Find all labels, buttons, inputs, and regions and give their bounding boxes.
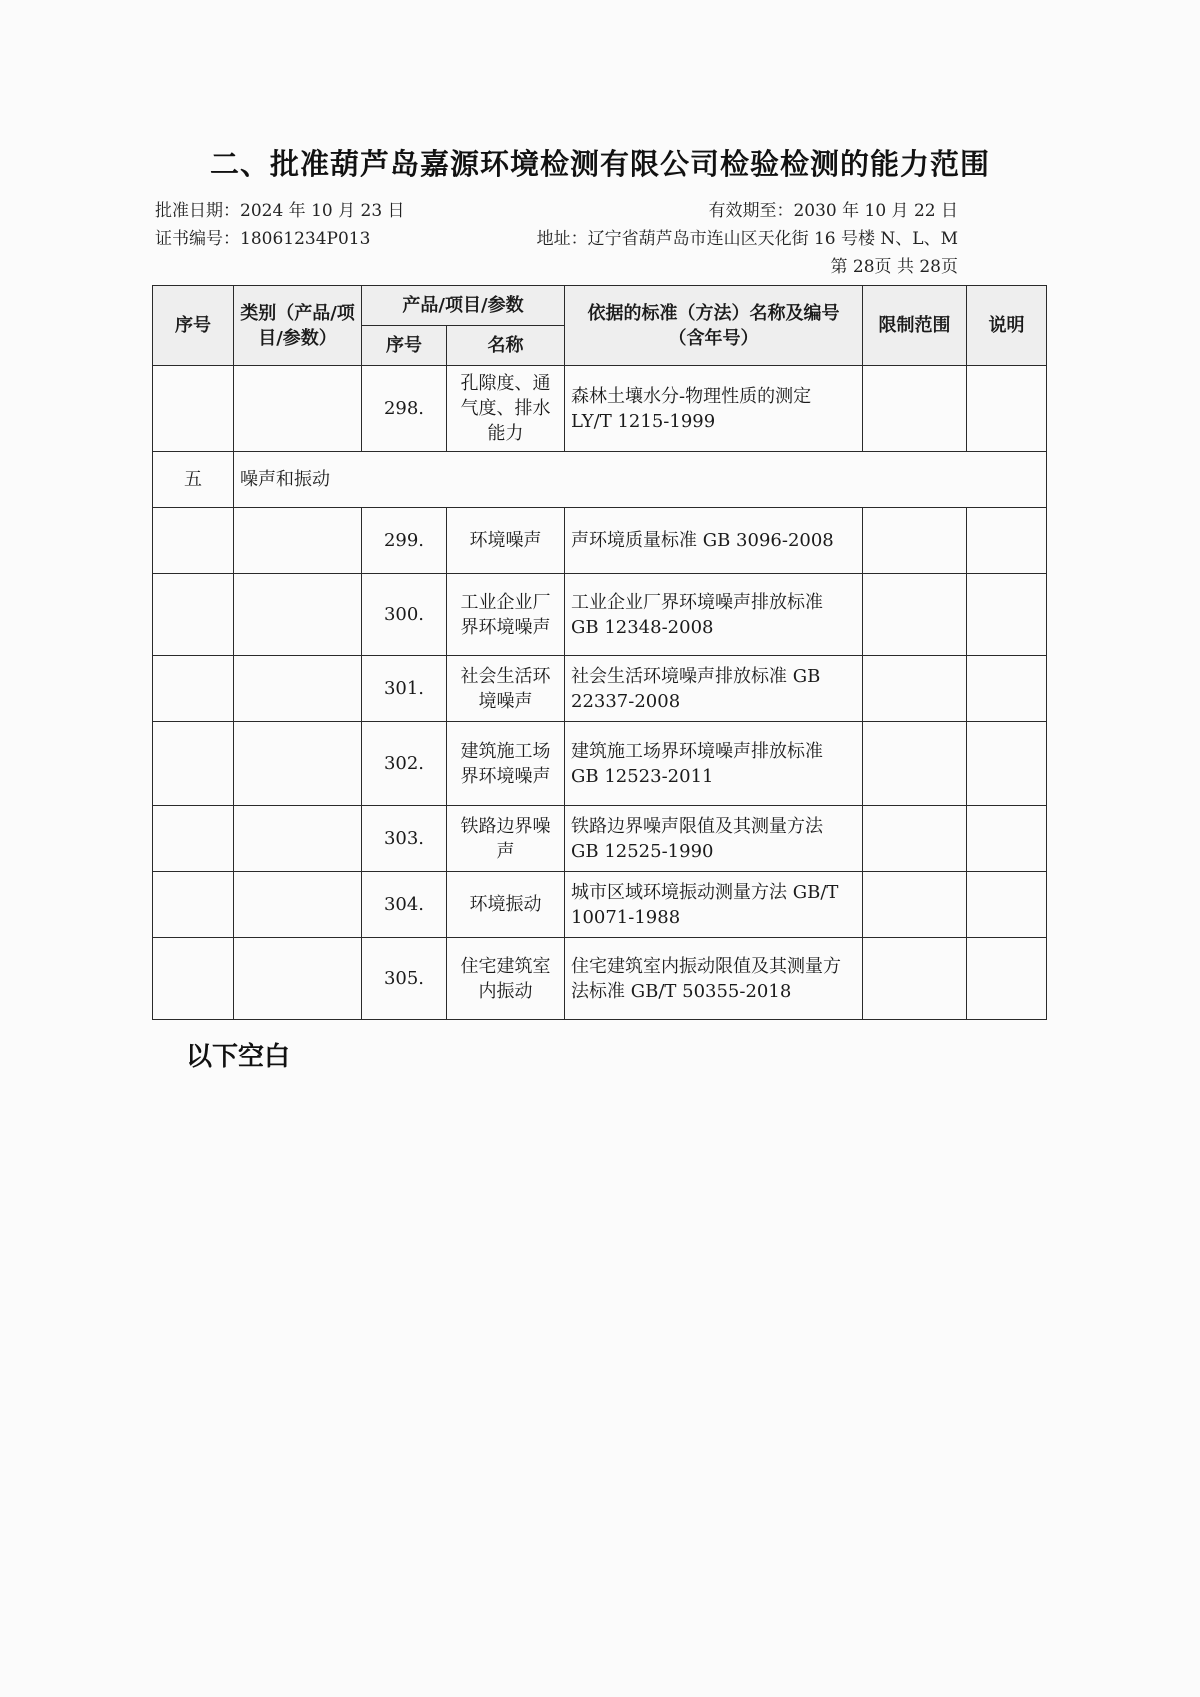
cell-note — [967, 366, 1047, 452]
table-row — [153, 366, 1047, 452]
cell-seq — [153, 508, 234, 574]
cell-standard: 社会生活环境噪声排放标准 GB 22337-2008 — [565, 656, 863, 722]
cell-standard: 森林土壤水分-物理性质的测定 LY/T 1215-1999 — [565, 366, 863, 452]
cell-item-number: 304. — [362, 872, 447, 938]
cell-seq — [153, 872, 234, 938]
cell-limit — [863, 656, 967, 722]
cell-limit — [863, 508, 967, 574]
cell-item-number: 301. — [362, 656, 447, 722]
cell-item-name: 工业企业厂界环境噪声 — [447, 574, 565, 656]
cell-seq — [153, 722, 234, 806]
cell-standard: 铁路边界噪声限值及其测量方法 GB 12525-1990 — [565, 806, 863, 872]
cell-note — [967, 508, 1047, 574]
cell-limit — [863, 574, 967, 656]
cell-seq — [153, 938, 234, 1020]
cell-standard: 住宅建筑室内振动限值及其测量方法标准 GB/T 50355-2018 — [565, 938, 863, 1020]
cell-standard: 工业企业厂界环境噪声排放标准 GB 12348-2008 — [565, 574, 863, 656]
page-title: 二、批准葫芦岛嘉源环境检测有限公司检验检测的能力范围 — [209, 147, 990, 181]
cell-limit — [863, 722, 967, 806]
table-row — [153, 938, 1047, 1020]
cell-category — [234, 938, 362, 1020]
valid-until: 有效期至：2030 年 10 月 22 日 — [708, 201, 958, 221]
cell-item-number: 302. — [362, 722, 447, 806]
cell-seq — [153, 806, 234, 872]
table-row — [153, 806, 1047, 872]
cell-item-number: 298. — [362, 366, 447, 452]
cell-limit — [863, 872, 967, 938]
certificate-number: 证书编号：18061234P013 — [155, 229, 371, 249]
cell-item-name: 环境振动 — [447, 872, 565, 938]
address: 地址：辽宁省葫芦岛市连山区天化街 16 号楼 N、L、M — [536, 229, 958, 249]
cell-standard: 声环境质量标准 GB 3096-2008 — [565, 508, 863, 574]
cell-item-name: 社会生活环境噪声 — [447, 656, 565, 722]
header-sub-name: 名称 — [447, 326, 565, 366]
cell-standard: 城市区域环境振动测量方法 GB/T 10071-1988 — [565, 872, 863, 938]
blank-below-note: 以下空白 — [186, 1042, 291, 1072]
header-standard: 依据的标准（方法）名称及编号（含年号） — [565, 286, 863, 366]
header-limit: 限制范围 — [863, 286, 967, 366]
table-row — [153, 872, 1047, 938]
cell-note — [967, 722, 1047, 806]
cell-item-name: 住宅建筑室内振动 — [447, 938, 565, 1020]
page-info: 第 28页 共 28页 — [830, 257, 958, 277]
cell-category — [234, 722, 362, 806]
header-sub-seq: 序号 — [362, 326, 447, 366]
cell-category — [234, 872, 362, 938]
capability-table — [152, 285, 1047, 1020]
cell-category — [234, 508, 362, 574]
cell-seq — [153, 574, 234, 656]
cell-note — [967, 938, 1047, 1020]
cell-item-number: 300. — [362, 574, 447, 656]
cell-category — [234, 656, 362, 722]
cell-standard: 建筑施工场界环境噪声排放标准 GB 12523-2011 — [565, 722, 863, 806]
cell-category — [234, 806, 362, 872]
header-note: 说明 — [967, 286, 1047, 366]
cell-item-number: 303. — [362, 806, 447, 872]
section-name: 噪声和振动 — [234, 452, 1047, 508]
cell-limit — [863, 806, 967, 872]
cell-category — [234, 366, 362, 452]
cell-item-number: 299. — [362, 508, 447, 574]
cell-item-name: 环境噪声 — [447, 508, 565, 574]
table-row — [153, 656, 1047, 722]
cell-category — [234, 574, 362, 656]
cell-limit — [863, 366, 967, 452]
approval-date: 批准日期：2024 年 10 月 23 日 — [155, 201, 405, 221]
header-category: 类别（产品/项目/参数） — [234, 286, 362, 366]
cell-limit — [863, 938, 967, 1020]
cell-item-name: 建筑施工场界环境噪声 — [447, 722, 565, 806]
cell-item-name: 孔隙度、通气度、排水能力 — [447, 366, 565, 452]
cell-seq — [153, 656, 234, 722]
cell-seq — [153, 366, 234, 452]
cell-note — [967, 806, 1047, 872]
cell-item-name: 铁路边界噪声 — [447, 806, 565, 872]
cell-item-number: 305. — [362, 938, 447, 1020]
table-row — [153, 574, 1047, 656]
header-product-group: 产品/项目/参数 — [362, 286, 565, 326]
table-row — [153, 508, 1047, 574]
cell-note — [967, 574, 1047, 656]
section-row — [153, 452, 1047, 508]
section-number: 五 — [153, 452, 234, 508]
cell-note — [967, 656, 1047, 722]
header-seq: 序号 — [153, 286, 234, 366]
cell-note — [967, 872, 1047, 938]
table-row — [153, 722, 1047, 806]
